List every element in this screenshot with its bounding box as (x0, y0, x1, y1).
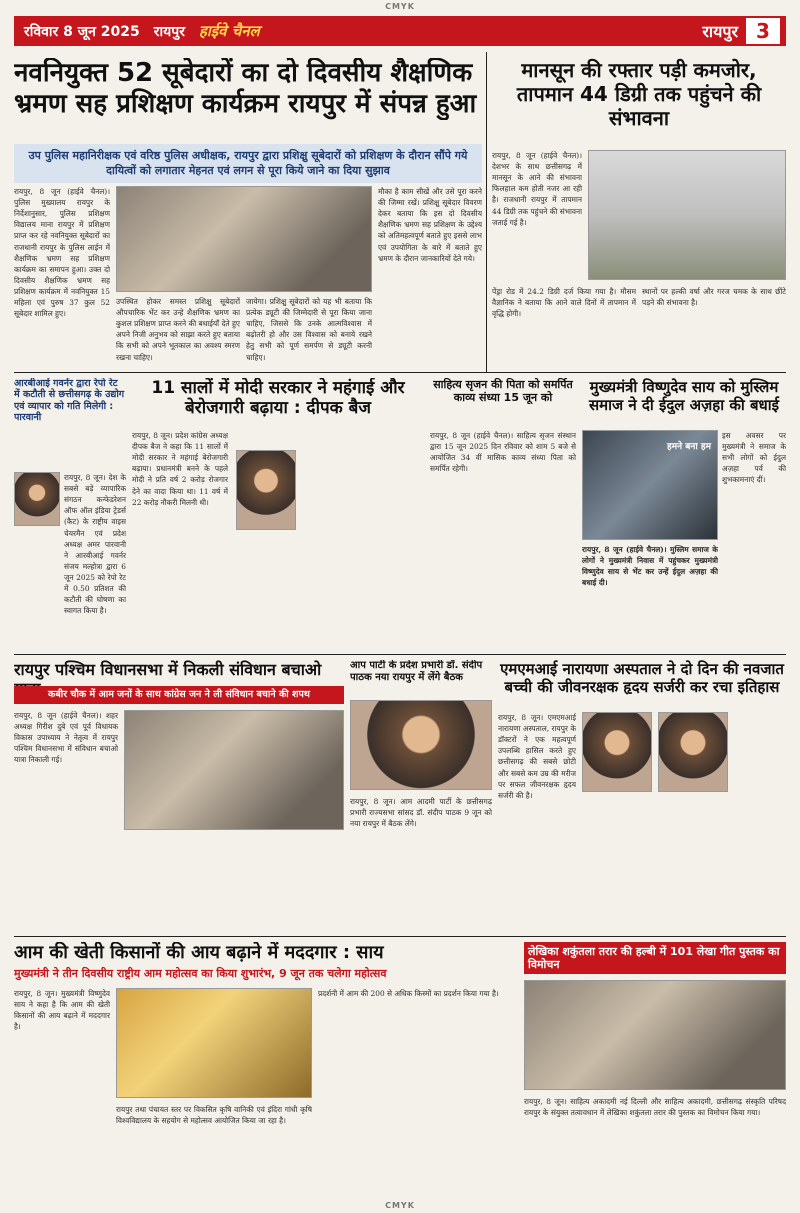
story7-photo (124, 710, 344, 830)
story2-headline: मानसून की रफ्तार पड़ी कमजोर, तापमान 44 डिग्री तक पहुंचने की संभावना (516, 58, 762, 130)
row-divider (14, 372, 786, 373)
story2-body-col2: पेंड्रा रोड में 24.2 डिग्री दर्ज किया गया है। मौसम वैज्ञानिक ने बताया कि आने वाले दिनों में तापमान में वृद्धि होगी। (492, 287, 636, 319)
row-divider-2 (14, 654, 786, 655)
story1-body-col2: उपस्थित होकर समस्त प्रशिक्षु सूबेदारों औपचारिक भेंट कर उन्हे शैक्षणिक भ्रमण का कुशल प्रशिक्षण प्राप्त करने की बधाईयाँ देते हुए अपने निजी अनुभव को साझा करते हुए बताया कि सभी को अपने भूतकाल का अवश्य स्मरण रखना चाहिए। (116, 297, 240, 362)
story11-headline: लेखिका शकुंतला तरार की हल्बी में 101 लेखा गीत पुस्तक का विमोचन (524, 942, 786, 974)
story5-body: रायपुर, 8 जून (हाईवे चैनल)। साहित्य सृजन संस्थान द्वारा 15 जून 2025 दिन रविवार को शाम 5 बजे से आयोजित 34 वीं मासिक काव्य संध्या पिता को समर्पित रहेगी। (430, 431, 576, 474)
story8-body: रायपुर, 8 जून। आम आदमी पार्टी के छत्तीसगढ़ प्रभारी राज्यसभा सांसद डॉ. संदीप पाठक 9 जून को नया रायपुर में बैठक लेंगे। (350, 797, 492, 829)
story10-photo (116, 988, 312, 1098)
story9-headline: एमएमआई नारायणा अस्पताल ने दो दिन की नवजात बच्ची की जीवनरक्षक हृदय सर्जरी कर रचा इतिहास (500, 660, 784, 696)
story6-body: इस अवसर पर मुख्यमंत्री ने समाज के सभी लोगों को ईदुल अज़हा पर्व की शुभकामनाएं दीं। (722, 431, 786, 485)
story1-deck: उप पुलिस महानिरीक्षक एवं वरिष्ठ पुलिस अधीक्षक, रायपुर द्वारा प्रशिक्षु सूबेदारों को प्रशिक्षण के दौरान सौंपे गये दायित्वों को लगातार मेहनत एवं लगन से पूरा किये जाने का दिया सुझाव (14, 144, 482, 183)
story7-body: रायपुर, 8 जून (हाईवे चैनल)। शहर अध्यक्ष गिरीश दुबे एवं पूर्व विधायक विकास उपाध्याय ने नेतृत्व में रायपुर पश्चिम विधानसभा में संविधान बचाओ यात्रा निकाली गई। (14, 711, 118, 765)
story5-headline: साहित्य सृजन की पिता को समर्पित काव्य संध्या 15 जून को (433, 378, 573, 405)
story7-headline: रायपुर पश्चिम विधानसभा में निकली संविधान बचाओ (14, 660, 322, 679)
story1-body-col4: मौका है काम सीखें और उसे पूरा करने की जिम्मा रखें। प्रशिक्षु सूबेदार विवरण देकर बताया कि इस दो दिवसीय शैक्षणिक भ्रमण सह प्रशिक्षण के उद्देश्य को अतिमहत्वपूर्ण बताते हुए इससे लाभ एवं उपयोगिता के बारे में बताते हुए भ्रमण के दौरान जानकारियों देते गये। (378, 187, 482, 263)
page-header (14, 16, 786, 46)
row-divider-3 (14, 936, 786, 937)
header-left (14, 16, 614, 46)
story8-photo (350, 700, 492, 790)
story1-body-col1: रायपुर, 8 जून (हाईवे चैनल)। पुलिस मुख्यालय रायपुर के निर्देशानुसार, पुलिस प्रशिक्षण विद्यालय माना रायपुर में प्रशिक्षण प्राप्त कर रहे नवनियुक्त सूबेदारों का राजधानी रायपुर के पुलिस लाईन में शैक्षणिक भ्रमण सह प्रशिक्षण कार्यक्रम का समापन हुआ। उक्त दो दिवसीय शैक्षणिक भ्रमण सह प्रशिक्षण कार्यक्रम में नवनियुक्त 15 महिला एवं पुरुष 37 कुल 52 सूबेदार शामिल हुए। (14, 187, 110, 319)
story10-body-col1: रायपुर, 8 जून। मुख्यमंत्री विष्णुदेव साय ने कहा है कि आम की खेती किसानों की आय बढ़ाने में मददगार है। (14, 989, 110, 1032)
section-city: रायपुर (702, 22, 738, 41)
story2-photo (588, 150, 786, 280)
story2-body-col3: स्थानों पर हल्की वर्षा और गरज चमक के साथ छींटे पड़ने की संभावना है। (642, 287, 786, 308)
story1-body-col3: जायेगा। प्रशिक्षु सूबेदारों को यह भी बताया कि प्रत्येक ड्यूटी की जिम्मेदारी से पूरा किया जाना चाहिए, जिससे कि उनके आत्मविश्वास में बढ़ोतरी हो और उस विश्वास को बनाये रखने हेतु सभी को पूर्ण समर्पण से ड्यूटी करनी चाहिए। (246, 297, 372, 362)
story9-body: रायपुर, 8 जून। एमएमआई नारायणा अस्पताल, रायपुर के डॉक्टरों ने एक महत्वपूर्ण उपलब्धि हासिल करते हुए छत्तीसगढ़ की सबसे छोटी और सबसे कम उम्र की मरीज पर सफल जीवनरक्षक हृदय सर्जरी की है। (498, 713, 576, 800)
story11-photo (524, 980, 786, 1090)
story8-headline: आप पार्टी के प्रदेश प्रभारी डॉ. संदीप पाठक नया रायपुर में लेंगे बैठक (350, 660, 483, 683)
story6-photo-banner: हमने बना हम (666, 442, 711, 452)
story10-headline: आम की खेती किसानों की आय बढ़ाने में मददगार : साय (14, 942, 384, 963)
issue-date: रविवार 8 जून 2025 (24, 23, 140, 40)
story1-photo (116, 186, 372, 292)
story2-body-col1: रायपुर, 8 जून (हाईवे चैनल)। देशभर के साथ छत्तीसगढ़ में मानसून के आने की संभावना फिलहाल कम होती नजर आ रही है। राजधानी रायपुर में तापमान 44 डिग्री तक पहुंचने की संभावना जताई गई है। (492, 151, 582, 227)
edition-name: रायपुर (153, 23, 185, 40)
story4-body: रायपुर, 8 जून। प्रदेश कांग्रेस अध्यक्ष दीपक बैज ने कहा कि 11 सालों में मोदी सरकार ने महंगाई बेरोजगारी बढ़ाया। प्रधानमंत्री बनने के पहले मोदी ने प्रति वर्ष 2 करोड़ रोजगार देने का वादा किया था। 11 वर्ष में 22 करोड़ नौकरी मिलनी थी। (132, 431, 228, 507)
story9-portrait-1 (582, 712, 652, 792)
story10-body-col2: रायपुर तथा पंचायत स्तर पर विकसित कृषि वानिकी एवं इंदिरा गांधी कृषि विश्वविद्यालय के सहयोग से महोत्सव आयोजित किया जा रहा है। (116, 1105, 312, 1126)
story6-caption: रायपुर, 8 जून (हाईवे चैनल)। मुस्लिम समाज के लोगों ने मुख्यमंत्री निवास में पहुंचकर मुख्यमंत्री विष्णुदेव साय से भेंट कर उन्हें ईदुल अज़हा की बधाई दी। (582, 545, 718, 588)
story1-headline: नवनियुक्त 52 सूबेदारों का दो दिवसीय शैक्षणिक भ्रमण सह प्रशिक्षण कार्यक्रम रायपुर में संपन्न हुआ (14, 58, 477, 120)
story10-body-col3: प्रदर्शनी में आम की 200 से अधिक किस्मों का प्रदर्शन किया गया है। (318, 989, 499, 998)
story9-portrait-2 (658, 712, 728, 792)
story4-headline: 11 सालों में मोदी सरकार ने महंगाई और बेरोजगारी बढ़ाया : दीपक बैज (151, 378, 405, 419)
story11-body: रायपुर, 8 जून। साहित्य अकादमी नई दिल्ली और साहित्य अकादमी, छत्तीसगढ़ संस्कृति परिषद रायपुर के संयुक्त तत्वावधान में लेखिका शकुंतला तरार की पुस्तक का विमोचन किया गया। (524, 1097, 786, 1118)
cmyk-marker-top: CMYK (385, 2, 415, 11)
story6-headline: मुख्यमंत्री विष्णुदेव साय को मुस्लिम समाज ने दी ईदुल अज़हा की बधाई (588, 378, 780, 414)
story10-deck: मुख्यमंत्री ने तीन दिवसीय राष्ट्रीय आम महोत्सव का किया शुभारंभ, 9 जून तक चलेगा महोत्सव (14, 967, 387, 980)
story7-deck: कबीर चौक में आम जनों के साथ कांग्रेस जन ने ली संविधान बचाने की शपथ (14, 686, 344, 704)
cmyk-marker-bottom: CMYK (385, 1201, 415, 1210)
column-divider (486, 52, 487, 372)
story4-portrait (236, 450, 296, 530)
header-right (614, 16, 786, 46)
story3-portrait (14, 472, 60, 526)
newspaper-logo: हाईवे चैनल (198, 22, 260, 40)
story3-body: रायपुर, 8 जून। देश के सबसे बड़े व्यापारिक संगठन कन्फेडरेशन ऑफ ऑल इंडिया ट्रेडर्स (कैट) के राष्ट्रीय वाइस चेयरमैन एवं प्रदेश अध्यक्ष अमर पारवानी ने आरबीआई गवर्नर संजय मल्होत्रा द्वारा 6 जून 2025 को रेपो रेट में 0.50 प्रतिशत की कटौती की घोषणा का स्वागत किया है। (64, 473, 126, 616)
story3-kicker: आरबीआई गवर्नर द्वारा रेपो रेट में कटौती से छत्तीसगढ़ के उद्योग एवं व्यापार को गति मिलेगी : पारवानी (14, 378, 125, 424)
story6-photo (582, 430, 718, 540)
page-number: 3 (746, 18, 780, 44)
